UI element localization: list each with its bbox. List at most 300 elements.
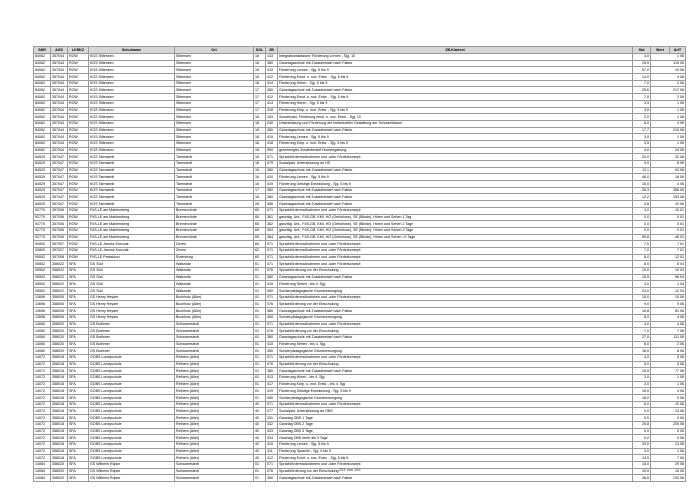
snr-cell: 14072 [34,381,51,388]
lkrkz-cell: SFA [68,375,89,382]
sgl-cell: 18 [254,120,266,127]
zb-klartext-cell: Förderung Körp. u. mot. Entw. - bis 4. Sjg. [278,381,633,388]
sgl-cell: 40 [254,421,266,428]
ort-cell: Schwarmstedt [175,328,254,335]
std-cell: 5,0 [633,361,651,368]
sgl-cell: 18 [254,127,266,134]
table-row [34,321,686,328]
ags-cell: 357006 [51,227,68,234]
snr-cell: 92800 [34,241,51,248]
std-cell: 4,0 [633,321,651,328]
lkrkz-cell: ROW [68,201,89,208]
ags-cell: 357044 [51,134,68,141]
sgl-cell: 01 [254,261,266,268]
schulname-cell: KGS Sittensen [89,114,175,121]
lkrkz-cell: SFA [68,368,89,375]
zb-cell: 450 [266,314,278,321]
schulname-cell: KGS Sittensen [89,140,175,147]
zb-cell: 450 [266,395,278,402]
table-row [34,100,686,107]
sgl-cell: 65 [254,234,266,241]
std-cell: 0,0 [633,435,651,442]
lkrkz-cell: ROW [68,120,89,127]
zb-cell: 412 [266,74,278,81]
zb-klartext-cell: Ganztag OBS 1 Tage [278,415,633,422]
ags-cell: 358018 [51,435,68,442]
ort-cell: Sittensen [175,147,254,154]
wert-arttt-cell: 10 06 [651,401,686,408]
ort-cell: Bremervörde [175,221,254,228]
snr-cell: 92770 [34,214,51,221]
table-row [34,161,686,168]
ort-cell: Rethem (Aller) [175,435,254,442]
ags-cell: 358005 [51,314,68,321]
ags-cell: 358018 [51,448,68,455]
sgl-cell: 01 [254,301,266,308]
zb-klartext-cell: Sprachförderung vor der Einschulung [278,301,633,308]
zb-cell: 071 [266,241,278,248]
wert-arttt-cell: 4 06 [651,181,686,188]
ort-cell: Sittensen [175,54,254,61]
ags-cell: 357044 [51,94,68,101]
schulname-cell: FöS-LE am Mahlersberg [89,214,175,221]
zb-cell: 417 [266,381,278,388]
zb-cell: 071 [266,247,278,254]
zb-klartext-cell: Ganztagsschule mit Zusatzbedarf nach Faktor [278,308,633,315]
ort-cell: Rethem (Aller) [175,441,254,448]
zb-klartext-cell: Förderung Lernen - Sjg. 5 bis 9 [278,441,633,448]
wert-arttt-cell: 8 06 [651,161,686,168]
snr-cell: 05502 [34,281,51,288]
table-row [34,114,686,121]
sgl-cell: 17 [254,100,266,107]
zb-cell: 240 [266,120,278,127]
table-row [34,147,686,154]
ags-cell: 357007 [51,247,68,254]
zb-cell: 380 [266,308,278,315]
std-cell: 10,0 [633,294,651,301]
wert-arttt-cell: 96 04 [651,274,686,281]
std-cell: 4,0 [633,354,651,361]
schulname-cell: GOBS Londyschule [89,415,175,422]
std-cell: 3,0 [633,375,651,382]
schulname-cell: KGS Sittensen [89,127,175,134]
ort-cell: Schwarmstedt [175,461,254,468]
ags-cell: 357047 [51,161,68,168]
std-cell: 3,5 [633,107,651,114]
ags-cell: 357006 [51,214,68,221]
zb-klartext-cell: Sprachfördermaßnahmen und -oder Förderkonzept [278,461,633,468]
table-row [34,127,686,134]
zb-klartext-cell: Sprachförderung vor der Einschulung [278,328,633,335]
sgl-cell: 01 [254,348,266,355]
zb-klartext-cell: Sprachfördermaßnahmen und -oder Förderkonzept [278,154,633,161]
std-cell: 10,0 [633,468,651,475]
zb-cell: 450 [266,348,278,355]
lkrkz-cell: SFA [68,274,89,281]
sgl-cell: 01 [254,461,266,468]
zb-cell: 412 [266,94,278,101]
ags-cell: 357044 [51,107,68,114]
lkrkz-cell: SFA [68,321,89,328]
std-cell: 4,0 [633,147,651,154]
sgl-cell: 01 [254,375,266,382]
schulname-cell: GS Wilhelm Röpke [89,475,175,482]
schulname-cell: GOBS Londyschule [89,395,175,402]
table-row [34,87,686,94]
ort-cell: Buchholz (Aller) [175,301,254,308]
ort-cell: Rethem (Aller) [175,361,254,368]
std-cell: 7,0 [633,328,651,335]
zb-klartext-cell: Förderung Hören - Sjg. 5 bis 9 [278,100,633,107]
snr-cell: 14072 [34,401,51,408]
snr-cell: 92770 [34,207,51,214]
column-header: Wert [651,47,670,54]
ags-cell: 358018 [51,381,68,388]
snr-cell: 14084 [34,475,51,482]
lkrkz-cell: ROW [68,134,89,141]
snr-cell: 14060 [34,341,51,348]
sgl-cell: 40 [254,448,266,455]
schulname-cell: GOBS Londyschule [89,435,175,442]
zb-cell: 414 [266,80,278,87]
zb-klartext-cell: Sprachfördermaßnahmen und -oder Förderkonzept [278,294,633,301]
lkrkz-cell: SFA [68,288,89,295]
zb-klartext-cell: Sprachfördermaßnahmen und -oder Förderkonzept [278,254,633,261]
zb-klartext-cell: Sprachfördermaßnahmen und -oder Förderkonzept [278,207,633,214]
sgl-cell: 40 [254,408,266,415]
zb-klartext-cell: Ganztagsschule mit Zusatzbedarf nach Faktor [278,127,633,134]
zb-klartext-cell: ganztäg. Unt., FöS-GB, KMI, HÖ (Gehörlose), SE (Blinde), Hören und Sehen 1 Tag [278,214,633,221]
ort-cell: Sittensen [175,94,254,101]
zb-klartext-cell: Ganztagsschule mit Zusatzbedarf nach Faktor [278,167,633,174]
std-cell: 24,0 [633,455,651,462]
schulname-cell: GOBS Londyschule [89,448,175,455]
ort-cell: Tarmstedt [175,167,254,174]
schulname-cell: GS Henry Heyder [89,301,175,308]
table-row [34,348,686,355]
ags-cell: 358018 [51,441,68,448]
snr-cell: 84062 [34,60,51,67]
snr-cell: 14060 [34,334,51,341]
lkrkz-cell: SFA [68,328,89,335]
ort-cell: Rethem (Aller) [175,415,254,422]
ags-cell: 357044 [51,127,68,134]
table-row [34,60,686,67]
schulname-cell: KGS Tarmstedt [89,167,175,174]
ort-cell: Buchholz (Aller) [175,308,254,315]
std-cell: 6,0 [633,401,651,408]
std-cell: 15,0 [633,181,651,188]
schulname-cell: FöS-LE am Mahlersberg [89,234,175,241]
zb-klartext-cell: genehmigter Zusatzbedarf Hochbegabung [278,147,633,154]
table-row [34,388,686,395]
std-cell: 0,0 [633,214,651,221]
schulname-cell: GS Wilhelm Röpke [89,468,175,475]
sgl-cell: 01 [254,341,266,348]
ort-cell: Rethem (Aller) [175,388,254,395]
zb-cell: 410 [266,441,278,448]
ort-cell: Schwarmstedt [175,475,254,482]
ort-cell: Rethem (Aller) [175,428,254,435]
ort-cell: Sittensen [175,107,254,114]
zb-klartext-cell: ganztäg. Unt., FöS-GB, KMI, HÖ (Gehörlose), SE (Blinde), Hören und Sehen 2 Tage [278,221,633,228]
snr-cell: 84062 [34,67,51,74]
ort-cell: Tarmstedt [175,194,254,201]
ags-cell: 358005 [51,301,68,308]
std-cell: 15,5 [633,368,651,375]
ort-cell: Tarmstedt [175,187,254,194]
sgl-cell: 62 [254,247,266,254]
zb-klartext-cell: Förderung Sehen - bis 4. Sjg. [278,341,633,348]
sgl-cell: 18 [254,194,266,201]
zb-klartext-cell: Ganztagsschule mit Zusatzbedarf nach Faktor [278,475,633,482]
ags-cell: 357044 [51,60,68,67]
std-cell: 17,7 [633,127,651,134]
lkrkz-cell: SFA [68,361,89,368]
sgl-cell: 16 [254,167,266,174]
sgl-cell: 40 [254,401,266,408]
snr-cell: 92800 [34,247,51,254]
zb-cell: 418 [266,107,278,114]
zb-cell: 380 [266,127,278,134]
ort-cell: Walsrode [175,268,254,275]
zb-klartext-cell: Förderung Geistige Entwicklung - Sjg. 5 bis 9 [278,181,633,188]
lkrkz-cell: ROW [68,140,89,147]
ort-cell: Bremervörde [175,227,254,234]
zb-cell: 380 [266,274,278,281]
std-cell: 12,2 [633,194,651,201]
table-row [34,274,686,281]
sgl-cell: 16 [254,174,266,181]
table-row [34,314,686,321]
sgl-cell: 01 [254,395,266,402]
zb-cell: 079 [266,161,278,168]
schulname-cell: FöS-LE am Mahlersberg [89,221,175,228]
table-row [34,428,686,435]
zb-cell: 413 [266,375,278,382]
snr-cell: 84529 [34,174,51,181]
ags-cell: 358022 [51,261,68,268]
lkrkz-cell: ROW [68,181,89,188]
sgl-cell: 01 [254,475,266,482]
schulname-cell: KGS Tarmstedt [89,154,175,161]
wert-arttt-cell: 0 06 [651,428,686,435]
schulname-cell: KGS Tarmstedt [89,201,175,208]
schulname-cell: GS Henry Heyder [89,308,175,315]
table-row [34,421,686,428]
std-cell: 20,0 [633,154,651,161]
ags-cell: 358020 [51,475,68,482]
schulname-cell: GS Bothmer [89,348,175,355]
sgl-cell: 65 [254,221,266,228]
std-cell: 48,0 [633,174,651,181]
lkrkz-cell: SFA [68,408,89,415]
ags-cell: 357044 [51,74,68,81]
ags-cell: 357044 [51,54,68,61]
ags-cell: 357047 [51,154,68,161]
wert-arttt-cell: 153 06 [651,194,686,201]
wert-arttt-cell: 10 06 [651,468,686,475]
std-cell: 15,0 [633,461,651,468]
lkrkz-cell: ROW [68,187,89,194]
lkrkz-cell: SFA [68,415,89,422]
snr-cell: 84529 [34,167,51,174]
wert-arttt-cell: 19 06 [651,67,686,74]
std-cell: 3,0 [633,381,651,388]
snr-cell: 14072 [34,408,51,415]
ags-cell: 358018 [51,388,68,395]
ort-cell: Schwarmstedt [175,348,254,355]
std-cell: 6,0 [633,341,651,348]
ags-cell: 357047 [51,181,68,188]
schulname-cell: GOBS Londyschule [89,361,175,368]
ags-cell: 358022 [51,268,68,275]
zb-cell: 076 [266,301,278,308]
table-row [34,181,686,188]
table-row [34,354,686,361]
schulname-cell: GS Bothmer [89,328,175,335]
ags-cell: 358018 [51,408,68,415]
table-row [34,227,686,234]
lkrkz-cell: ROW [68,94,89,101]
zb-cell: 331 [266,415,278,422]
std-cell: 3,5 [633,140,651,147]
snr-cell: 14060 [34,321,51,328]
sgl-cell: 40 [254,441,266,448]
zb-cell: 364 [266,234,278,241]
ort-cell: Sittensen [175,67,254,74]
table-row [34,207,686,214]
zb-cell: 334 [266,435,278,442]
lkrkz-cell: SFA [68,455,89,462]
schulname-cell: FöS-LE am Mahlersberg [89,227,175,234]
ags-cell: 358020 [51,348,68,355]
snr-cell: 14072 [34,368,51,375]
std-cell: 36,6 [633,475,651,482]
wert-arttt-cell: 0 06 [651,415,686,422]
sgl-cell: 18 [254,140,266,147]
snr-cell: 84062 [34,107,51,114]
ort-cell: Walsrode [175,274,254,281]
schulname-cell: GS Wilhelm Röpke [89,461,175,468]
wert-arttt-cell: 115 06 [651,60,686,67]
zb-klartext-cell: Förderung Sehen - bis 4. Sjg. [278,281,633,288]
std-cell: 6,0 [633,254,651,261]
wert-arttt-cell: 16 06 [651,174,686,181]
zb-cell: 362 [266,221,278,228]
table-row [34,74,686,81]
sgl-cell: 18 [254,147,266,154]
zb-klartext-cell: Sprachfördermaßnahmen und -oder Förderkonzept [278,247,633,254]
zb-cell: 071 [266,401,278,408]
table-row [34,80,686,87]
std-cell: 15,0 [633,388,651,395]
schulname-cell: KGS Sittensen [89,134,175,141]
ags-cell: 358020 [51,334,68,341]
table-row [34,308,686,315]
std-cell: 0,0 [633,415,651,422]
ort-cell: Sittensen [175,87,254,94]
zb-klartext-cell: Ganztagsschule mit Zusatzbedarf nach Faktor [278,334,633,341]
schulname-cell: FöS-LE Janusz Korczak [89,241,175,248]
table-row [34,368,686,375]
table-body [34,54,686,482]
zb-klartext-cell: Förderung Hören - bis 4. Sjg. [278,375,633,382]
ort-cell: Tarmstedt [175,161,254,168]
ort-cell: Bremervörde [175,234,254,241]
ags-cell: 357047 [51,201,68,208]
table-row [34,381,686,388]
ags-cell: 357044 [51,120,68,127]
zb-klartext-cell: Förderung Geistige Entwicklung - Sjg. 5 bis 9 [278,388,633,395]
wert-arttt-cell: 7 01 [651,241,686,248]
std-cell: 15,0 [633,60,651,67]
std-cell: 16,0 [633,348,651,355]
schulname-cell: GOBS Londyschule [89,421,175,428]
lkrkz-cell: SFA [68,401,89,408]
zb-cell: 153 [266,114,278,121]
table-row [34,455,686,462]
ags-cell: 357044 [51,80,68,87]
zb-klartext-cell: Förderung Lernen - Sjg. 5 bis 9 [278,174,633,181]
lkrkz-cell: SFA [68,261,89,268]
sgl-cell: 01 [254,308,266,315]
ags-cell: 358005 [51,294,68,301]
lkrkz-cell: SFA [68,334,89,341]
zb-cell: 380 [266,194,278,201]
snr-cell: 84529 [34,194,51,201]
snr-cell: 84062 [34,147,51,154]
snr-cell: 14072 [34,428,51,435]
zb-cell: 380 [266,368,278,375]
schulname-cell: GOBS Londyschule [89,388,175,395]
schulname-cell: FöS-LE Pestalozzi [89,254,175,261]
lkrkz-cell: ROW [68,174,89,181]
wert-arttt-cell: 1 06 [651,134,686,141]
sgl-cell: 28 [254,201,266,208]
ort-cell: Walsrode [175,281,254,288]
sgl-cell: 01 [254,274,266,281]
ags-cell: 358020 [51,468,68,475]
sgl-cell: 01 [254,468,266,475]
zb-klartext-cell: Sozialpäd. Unterstützung an HS [278,161,633,168]
zb-cell: 410 [266,67,278,74]
lkrkz-cell: ROW [68,214,89,221]
sgl-cell: 16 [254,54,266,61]
table-row [34,395,686,402]
zb-cell: 071 [266,294,278,301]
std-cell: 18,0 [633,395,651,402]
wert-arttt-cell: 77 06 [651,368,686,375]
snr-cell: 13696 [34,294,51,301]
zb-klartext-cell: Sprachfördermaßnahmen und -oder Förderkonzept [278,401,633,408]
snr-cell: 13696 [34,314,51,321]
snr-cell: 05502 [34,274,51,281]
zb-klartext-cell: Sprachfördermaßnahmen und -oder Förderkonzept [278,321,633,328]
ort-cell: Sittensen [175,114,254,121]
wert-arttt-cell: 10 01 [651,207,686,214]
wert-arttt-cell: 1 06 [651,381,686,388]
zb-klartext-cell: Förderung Emot. u. soz. Entw. - Sjg. 5 bis 9 [278,455,633,462]
sgl-cell: 18 [254,114,266,121]
zb-cell: 419 [266,181,278,188]
ort-cell: Sittensen [175,127,254,134]
zb-klartext-cell: Ganztag OBS 3 Tage [278,428,633,435]
ags-cell: 357006 [51,221,68,228]
table-row [34,140,686,147]
table-row [34,54,686,61]
